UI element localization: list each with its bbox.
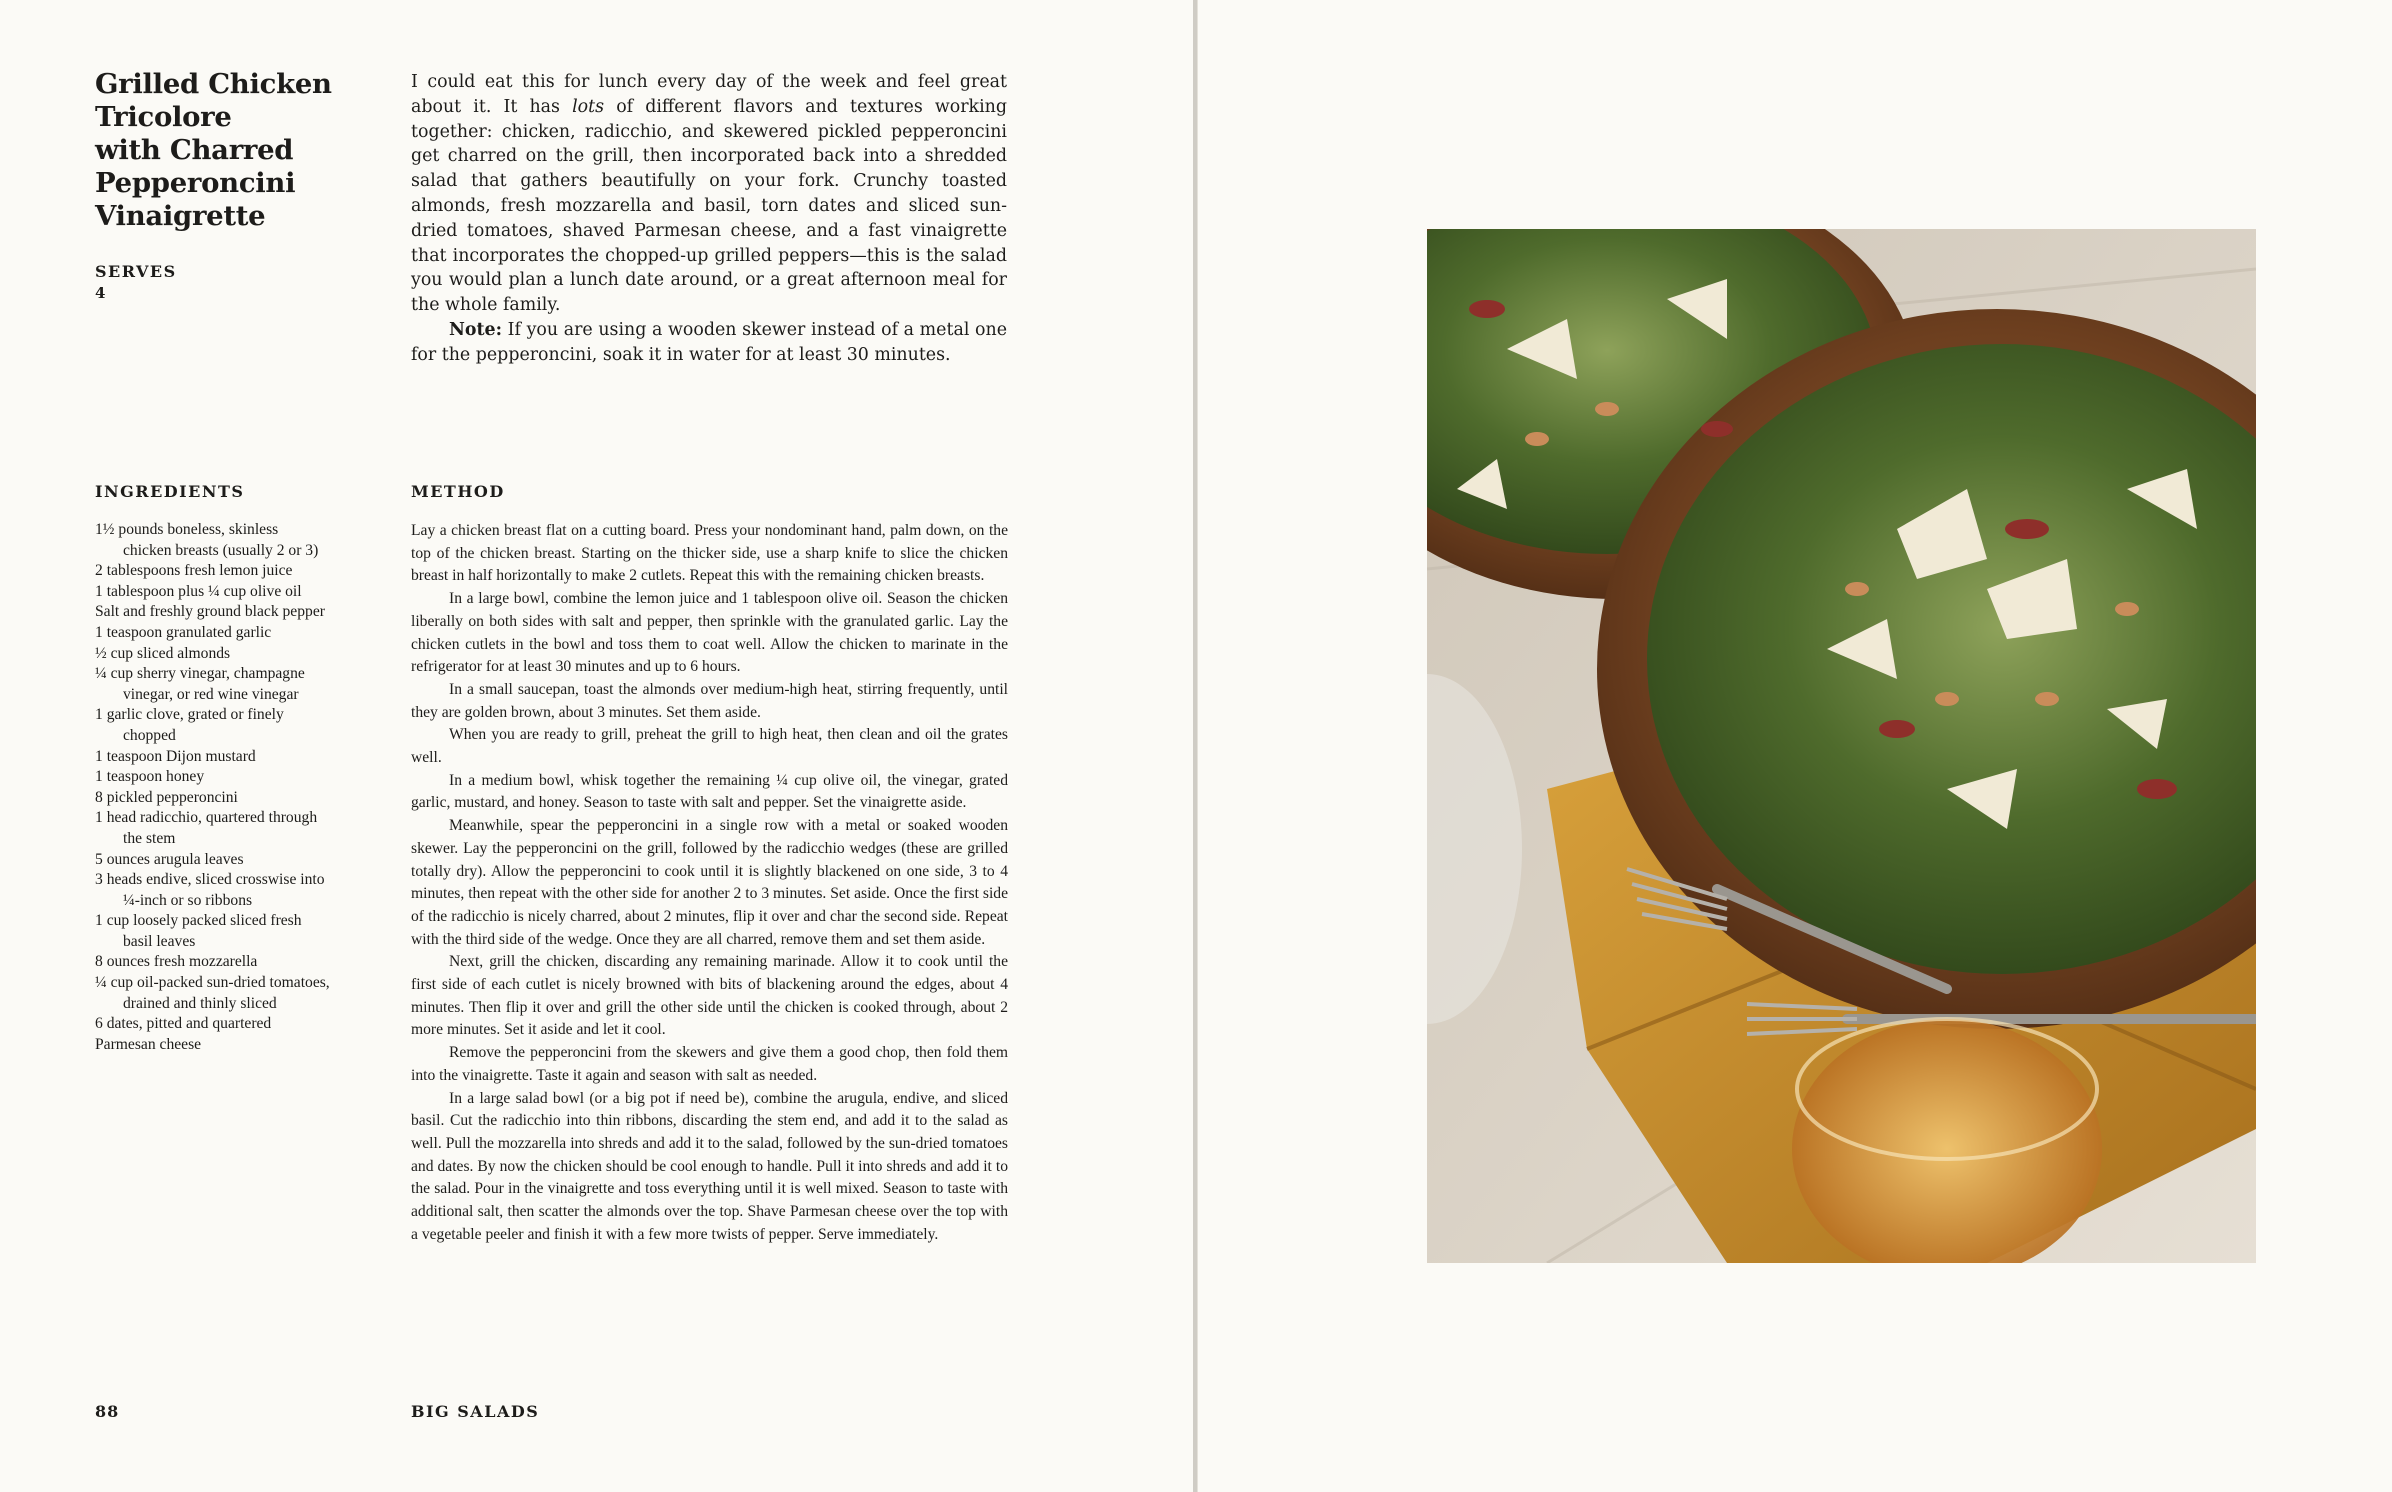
ingredient-item: 3 heads endive, sliced crosswise into ¼-inch or so ribbons xyxy=(95,871,325,909)
ingredient-item: 1 garlic clove, grated or finely chopped xyxy=(95,706,284,744)
left-page xyxy=(0,0,1193,1492)
method-step: Remove the pepperoncini from the skewers and give them a good chop, then fold them into the vinaigrette. Taste it again and season with salt as needed. xyxy=(411,1044,1008,1084)
ingredient-item: 5 ounces arugula leaves xyxy=(95,850,244,868)
ingredient-item: 6 dates, pitted and quartered xyxy=(95,1015,272,1033)
intro-paragraph xyxy=(411,70,1007,318)
right-page xyxy=(1197,0,2392,1492)
note-label: Note: xyxy=(449,319,503,340)
method-heading: METHOD xyxy=(411,482,505,501)
method-step: In a large bowl, combine the lemon juice and 1 tablespoon olive oil. Season the chicken liberally on both sides with salt and pepper, then sprinkle with the granulated garlic. Lay the chicken cutlets in the bowl and toss them to coat well. Allow the chicken to marinate in the refrigerator for at least 30 minutes and up to 6 hours. xyxy=(411,590,1008,676)
ingredient-item: 1 teaspoon granulated garlic xyxy=(95,623,272,641)
ingredient-item: 1 head radicchio, quartered through the stem xyxy=(95,809,318,847)
running-head: BIG SALADS xyxy=(411,1402,540,1421)
method-steps xyxy=(411,520,1008,1247)
ingredient-item: 8 pickled pepperoncini xyxy=(95,788,238,806)
ingredients-heading: INGREDIENTS xyxy=(95,482,245,501)
method-step: In a large salad bowl (or a big pot if need be), combine the arugula, endive, and sliced basil. Cut the radicchio into thin ribbons, discarding the stem end, and add it to the salad as well. Pull the mozzarella into shreds and add it to the salad, followed by the sun-dried tomatoes and dates. By now the chicken should be cool enough to handle. Pull it into shreds and add it to the salad. Pour in the vinaigrette and toss everything until it is well mixed. Season to taste with additional salt, then scatter the almonds over the top. Shave Parmesan cheese over the top with a vegetable peeler and finish it with a few more twists of pepper. Serve immediately. xyxy=(411,1089,1008,1243)
ingredients-list xyxy=(95,520,330,1055)
recipe-title: Grilled Chicken Tricolore with Charred Pepperoncini Vinaigrette xyxy=(95,68,332,232)
method-step: When you are ready to grill, preheat the grill to high heat, then clean and oil the grates well. xyxy=(411,726,1008,767)
salad-photo xyxy=(1427,229,2256,1263)
note-text: If you are using a wooden skewer instead of a metal one for the pepperoncini, soak it in water for at least 30 minutes. xyxy=(411,319,1007,365)
ingredient-item: 1 tablespoon plus ¼ cup olive oil xyxy=(95,582,302,600)
method-step: In a medium bowl, whisk together the remaining ¼ cup olive oil, the vinegar, grated garlic, mustard, and honey. Season to taste with salt and pepper. Set the vinaigrette aside. xyxy=(411,771,1008,812)
ingredient-item: 1½ pounds boneless, skinless chicken breasts (usually 2 or 3) xyxy=(95,521,319,559)
ingredient-item: Salt and freshly ground black pepper xyxy=(95,603,325,621)
recipe-intro xyxy=(411,70,1007,368)
ingredient-item: 1 cup loosely packed sliced fresh basil leaves xyxy=(95,912,302,950)
ingredient-item: 8 ounces fresh mozzarella xyxy=(95,953,258,971)
intro-text: I could eat this for lunch every day of the week and feel great about it. It has xyxy=(411,72,1007,117)
intro-emphasis: lots xyxy=(572,96,605,117)
ingredient-item: 1 teaspoon honey xyxy=(95,768,205,786)
page-number: 88 xyxy=(95,1402,120,1421)
method-step: Lay a chicken breast flat on a cutting board. Press your nondominant hand, palm down, on the top of the chicken breast. Starting on the thicker side, use a sharp knife to slice the chicken breast in half horizontally to make 2 cutlets. Repeat this with the remaining chicken breasts. xyxy=(411,522,1008,585)
serves-label: SERVES xyxy=(95,262,177,281)
serves-value: 4 xyxy=(95,284,106,302)
intro-text-continued: of different flavors and textures working together: chicken, radicchio, and skewered pickled pepperoncini get charred on the grill, then incorporated back into a shredded salad that gathers beautifully on your fork. Crunchy toasted almonds, fresh mozzarella and basil, torn dates and sliced sun-dried tomatoes, shaved Parmesan cheese, and a fast vinaigrette that incorporates the chopped-up grilled peppers—this is the salad you would plan a lunch date around, or a great afternoon meal for the whole family. xyxy=(411,96,1007,316)
ingredient-item: 1 teaspoon Dijon mustard xyxy=(95,747,256,765)
method-step: Meanwhile, spear the pepperoncini in a single row with a metal or soaked wooden skewer. Lay the pepperoncini on the grill, followed by the radicchio wedges (these are grilled totally dry). Allow the pepperoncini to cook until it is slightly blackened on one side, 3 to 4 minutes, then repeat with the other side for another 2 to 3 minutes. Set aside. Once the first side of the radicchio is nicely charred, about 2 minutes, flip it over and char the second side. Repeat with the third side of the wedge. Once they are all charred, remove them and set them aside. xyxy=(411,817,1008,948)
method-step: In a small saucepan, toast the almonds over medium-high heat, stirring frequently, until they are golden brown, about 3 minutes. Set them aside. xyxy=(411,680,1008,721)
ingredient-item: ½ cup sliced almonds xyxy=(95,644,231,662)
ingredient-item: ¼ cup oil-packed sun-dried tomatoes, drained and thinly sliced xyxy=(95,974,330,1012)
intro-note xyxy=(411,318,1007,368)
method-step: Next, grill the chicken, discarding any remaining marinade. Allow it to cook until the first side of each cutlet is nicely browned with bits of blackening around the edges, about 4 minutes. Then flip it over and grill the other side until the chicken is cooked through, about 2 more minutes. Set it aside and let it cool. xyxy=(411,953,1008,1039)
ingredient-item: 2 tablespoons fresh lemon juice xyxy=(95,562,293,580)
ingredient-item: Parmesan cheese xyxy=(95,1035,202,1053)
ingredient-item: ¼ cup sherry vinegar, champagne vinegar, or red wine vinegar xyxy=(95,665,305,703)
